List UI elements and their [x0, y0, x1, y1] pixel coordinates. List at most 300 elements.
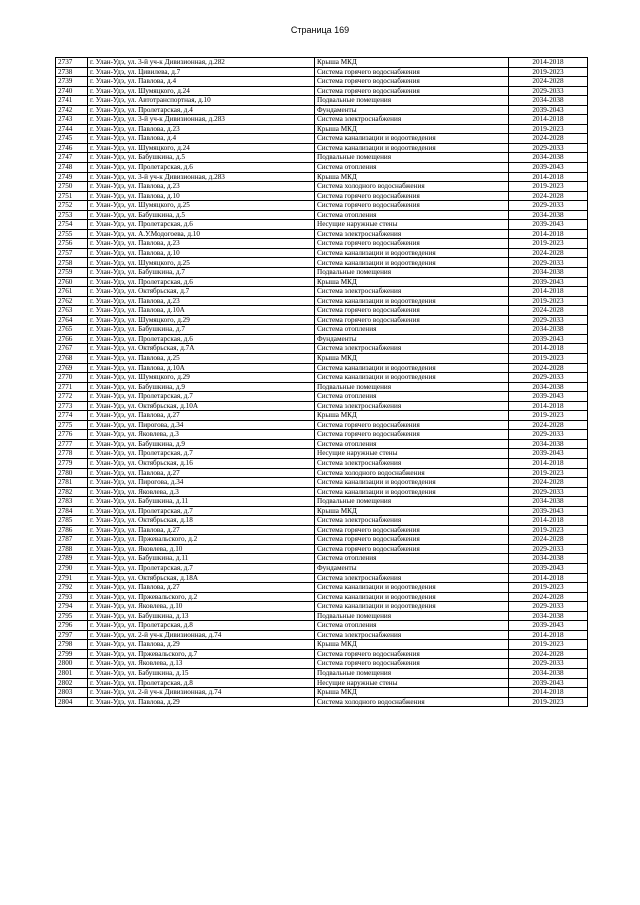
work-type-cell: Система горячего водоснабжения	[315, 420, 509, 430]
address-cell: г. Улан-Удэ, ул. Бабушкина, д.13	[88, 611, 315, 621]
work-type-cell: Система горячего водоснабжения	[315, 535, 509, 545]
work-type-cell: Система электроснабжения	[315, 115, 509, 125]
work-type-cell: Система электроснабжения	[315, 287, 509, 297]
work-type-cell: Крыша МКД	[315, 506, 509, 516]
row-number: 2769	[56, 363, 88, 373]
table-row	[56, 172, 588, 182]
period-cell: 2024-2028	[509, 77, 588, 87]
row-number: 2761	[56, 287, 88, 297]
table-row	[56, 382, 588, 392]
period-cell: 2024-2028	[509, 191, 588, 201]
row-number: 2758	[56, 258, 88, 268]
row-number: 2751	[56, 191, 88, 201]
address-cell: г. Улан-Удэ, ул. Яковлева, д.10	[88, 544, 315, 554]
work-type-cell: Подвальные помещения	[315, 382, 509, 392]
address-cell: г. Улан-Удэ, ул. Пролетарская, д.7	[88, 506, 315, 516]
work-type-cell: Система канализации и водоотведения	[315, 373, 509, 383]
period-cell: 2024-2028	[509, 592, 588, 602]
period-cell: 2019-2023	[509, 239, 588, 249]
period-cell: 2039-2043	[509, 220, 588, 230]
work-type-cell: Крыша МКД	[315, 353, 509, 363]
row-number: 2756	[56, 239, 88, 249]
row-number: 2796	[56, 621, 88, 631]
address-cell: г. Улан-Удэ, ул. 2-й уч-к Дивизионная, д.74	[88, 688, 315, 698]
period-cell: 2024-2028	[509, 420, 588, 430]
period-cell: 2024-2028	[509, 535, 588, 545]
work-type-cell: Система канализации и водоотведения	[315, 363, 509, 373]
period-cell: 2034-2038	[509, 382, 588, 392]
repair-schedule-table	[55, 57, 588, 707]
address-cell: г. Улан-Удэ, ул. Шумяцкого, д.24	[88, 143, 315, 153]
row-number: 2795	[56, 611, 88, 621]
table-row	[56, 334, 588, 344]
row-number: 2752	[56, 201, 88, 211]
address-cell: г. Улан-Удэ, ул. Павлова, д.27	[88, 468, 315, 478]
work-type-cell: Система канализации и водоотведения	[315, 258, 509, 268]
work-type-cell: Подвальные помещения	[315, 268, 509, 278]
period-cell: 2034-2038	[509, 210, 588, 220]
row-number: 2741	[56, 96, 88, 106]
row-number: 2775	[56, 420, 88, 430]
row-number: 2779	[56, 458, 88, 468]
address-cell: г. Улан-Удэ, ул. Пржевальского, д.7	[88, 649, 315, 659]
table-row	[56, 58, 588, 68]
address-cell: г. Улан-Удэ, ул. Октябрьская, д.10А	[88, 401, 315, 411]
period-cell: 2019-2023	[509, 411, 588, 421]
work-type-cell: Система канализации и водоотведения	[315, 478, 509, 488]
row-number: 2748	[56, 163, 88, 173]
period-cell: 2029-2033	[509, 201, 588, 211]
work-type-cell: Подвальные помещения	[315, 96, 509, 106]
table-row	[56, 621, 588, 631]
row-number: 2783	[56, 497, 88, 507]
work-type-cell: Система отопления	[315, 439, 509, 449]
table-row	[56, 306, 588, 316]
table-body	[56, 58, 588, 707]
row-number: 2755	[56, 229, 88, 239]
period-cell: 2034-2038	[509, 554, 588, 564]
period-cell: 2029-2033	[509, 430, 588, 440]
period-cell: 2014-2018	[509, 401, 588, 411]
period-cell: 2034-2038	[509, 439, 588, 449]
period-cell: 2039-2043	[509, 163, 588, 173]
period-cell: 2034-2038	[509, 153, 588, 163]
work-type-cell: Система холодного водоснабжения	[315, 182, 509, 192]
period-cell: 2019-2023	[509, 353, 588, 363]
table-row	[56, 153, 588, 163]
work-type-cell: Система электроснабжения	[315, 630, 509, 640]
work-type-cell: Система горячего водоснабжения	[315, 659, 509, 669]
period-cell: 2019-2023	[509, 67, 588, 77]
period-cell: 2034-2038	[509, 669, 588, 679]
table-row	[56, 573, 588, 583]
work-type-cell: Крыша МКД	[315, 277, 509, 287]
address-cell: г. Улан-Удэ, ул. Шумяцкого, д.25	[88, 201, 315, 211]
address-cell: г. Улан-Удэ, ул. Бабушкина, д.7	[88, 268, 315, 278]
row-number: 2781	[56, 478, 88, 488]
table-row	[56, 287, 588, 297]
page-title: Страница 169	[290, 25, 350, 35]
address-cell: г. Улан-Удэ, ул. Павлова, д.23	[88, 124, 315, 134]
period-cell: 2014-2018	[509, 58, 588, 68]
table-row	[56, 191, 588, 201]
work-type-cell: Крыша МКД	[315, 688, 509, 698]
period-cell: 2019-2023	[509, 640, 588, 650]
row-number: 2746	[56, 143, 88, 153]
period-cell: 2024-2028	[509, 306, 588, 316]
table-row	[56, 258, 588, 268]
period-cell: 2029-2033	[509, 86, 588, 96]
row-number: 2776	[56, 430, 88, 440]
row-number: 2764	[56, 315, 88, 325]
table-row	[56, 67, 588, 77]
row-number: 2793	[56, 592, 88, 602]
table-row	[56, 554, 588, 564]
table-row	[56, 77, 588, 87]
work-type-cell: Крыша МКД	[315, 172, 509, 182]
table-row	[56, 525, 588, 535]
table-row	[56, 602, 588, 612]
period-cell: 2034-2038	[509, 497, 588, 507]
period-cell: 2019-2023	[509, 182, 588, 192]
table-row	[56, 105, 588, 115]
address-cell: г. Улан-Удэ, ул. Павлова, д.29	[88, 640, 315, 650]
address-cell: г. Улан-Удэ, ул. Яковлева, д.3	[88, 487, 315, 497]
address-cell: г. Улан-Удэ, ул. Бабушкина, д.9	[88, 439, 315, 449]
address-cell: г. Улан-Удэ, ул. Пирогова, д.34	[88, 420, 315, 430]
row-number: 2777	[56, 439, 88, 449]
period-cell: 2039-2043	[509, 105, 588, 115]
address-cell: г. Улан-Удэ, ул. 3-й уч-к Дивизионная, д.282	[88, 58, 315, 68]
table-row	[56, 392, 588, 402]
row-number: 2803	[56, 688, 88, 698]
table-row	[56, 220, 588, 230]
period-cell: 2014-2018	[509, 630, 588, 640]
address-cell: г. Улан-Удэ, ул. Шумяцкого, д.29	[88, 373, 315, 383]
work-type-cell: Крыша МКД	[315, 58, 509, 68]
row-number: 2762	[56, 296, 88, 306]
row-number: 2784	[56, 506, 88, 516]
work-type-cell: Подвальные помещения	[315, 669, 509, 679]
row-number: 2737	[56, 58, 88, 68]
address-cell: г. Улан-Удэ, ул. Пролетарская, д.8	[88, 678, 315, 688]
table-row	[56, 268, 588, 278]
row-number: 2739	[56, 77, 88, 87]
period-cell: 2034-2038	[509, 611, 588, 621]
address-cell: г. Улан-Удэ, ул. Павлова, д.4	[88, 134, 315, 144]
work-type-cell: Система горячего водоснабжения	[315, 239, 509, 249]
address-cell: г. Улан-Удэ, ул. Цивилева, д.7	[88, 67, 315, 77]
period-cell: 2029-2033	[509, 659, 588, 669]
period-cell: 2029-2033	[509, 602, 588, 612]
row-number: 2801	[56, 669, 88, 679]
work-type-cell: Система электроснабжения	[315, 516, 509, 526]
table-row	[56, 373, 588, 383]
table-row	[56, 210, 588, 220]
work-type-cell: Система канализации и водоотведения	[315, 248, 509, 258]
work-type-cell: Система электроснабжения	[315, 573, 509, 583]
address-cell: г. Улан-Удэ, ул. Пролетарская, д.7	[88, 392, 315, 402]
table-row	[56, 134, 588, 144]
period-cell: 2029-2033	[509, 544, 588, 554]
work-type-cell: Система горячего водоснабжения	[315, 430, 509, 440]
address-cell: г. Улан-Удэ, ул. Пролетарская, д.6	[88, 220, 315, 230]
row-number: 2786	[56, 525, 88, 535]
work-type-cell: Несущие наружные стены	[315, 678, 509, 688]
work-type-cell: Система электроснабжения	[315, 401, 509, 411]
table-row	[56, 115, 588, 125]
table-row	[56, 325, 588, 335]
work-type-cell: Несущие наружные стены	[315, 449, 509, 459]
row-number: 2763	[56, 306, 88, 316]
work-type-cell: Система канализации и водоотведения	[315, 143, 509, 153]
row-number: 2757	[56, 248, 88, 258]
row-number: 2743	[56, 115, 88, 125]
period-cell: 2014-2018	[509, 172, 588, 182]
period-cell: 2014-2018	[509, 115, 588, 125]
period-cell: 2014-2018	[509, 229, 588, 239]
table-row	[56, 659, 588, 669]
table-row	[56, 277, 588, 287]
period-cell: 2024-2028	[509, 649, 588, 659]
work-type-cell: Система горячего водоснабжения	[315, 525, 509, 535]
row-number: 2747	[56, 153, 88, 163]
address-cell: г. Улан-Удэ, ул. Бабушкина, д.15	[88, 669, 315, 679]
period-cell: 2039-2043	[509, 621, 588, 631]
address-cell: г. Улан-Удэ, ул. Шумяцкого, д.25	[88, 258, 315, 268]
row-number: 2789	[56, 554, 88, 564]
row-number: 2770	[56, 373, 88, 383]
row-number: 2766	[56, 334, 88, 344]
table-row	[56, 229, 588, 239]
work-type-cell: Система электроснабжения	[315, 344, 509, 354]
address-cell: г. Улан-Удэ, ул. А.У.Модогоева, д.10	[88, 229, 315, 239]
work-type-cell: Система канализации и водоотведения	[315, 487, 509, 497]
period-cell: 2024-2028	[509, 478, 588, 488]
row-number: 2797	[56, 630, 88, 640]
table-row	[56, 430, 588, 440]
row-number: 2788	[56, 544, 88, 554]
period-cell: 2029-2033	[509, 258, 588, 268]
table-row	[56, 516, 588, 526]
address-cell: г. Улан-Удэ, ул. Пржевальского, д.2	[88, 535, 315, 545]
table-row	[56, 449, 588, 459]
row-number: 2771	[56, 382, 88, 392]
address-cell: г. Улан-Удэ, ул. Павлова, д.10А	[88, 306, 315, 316]
row-number: 2800	[56, 659, 88, 669]
work-type-cell: Система канализации и водоотведения	[315, 592, 509, 602]
work-type-cell: Система горячего водоснабжения	[315, 544, 509, 554]
period-cell: 2034-2038	[509, 96, 588, 106]
period-cell: 2019-2023	[509, 296, 588, 306]
work-type-cell: Система отопления	[315, 621, 509, 631]
address-cell: г. Улан-Удэ, ул. Бабушкина, д.9	[88, 382, 315, 392]
table-row	[56, 487, 588, 497]
table-row	[56, 649, 588, 659]
period-cell: 2014-2018	[509, 573, 588, 583]
address-cell: г. Улан-Удэ, ул. Бабушкина, д.11	[88, 497, 315, 507]
period-cell: 2039-2043	[509, 392, 588, 402]
work-type-cell: Система горячего водоснабжения	[315, 201, 509, 211]
row-number: 2792	[56, 583, 88, 593]
address-cell: г. Улан-Удэ, ул. Павлова, д.27	[88, 525, 315, 535]
period-cell: 2014-2018	[509, 287, 588, 297]
period-cell: 2039-2043	[509, 277, 588, 287]
work-type-cell: Крыша МКД	[315, 124, 509, 134]
address-cell: г. Улан-Удэ, ул. Павлова, д.23	[88, 239, 315, 249]
work-type-cell: Система горячего водоснабжения	[315, 315, 509, 325]
table-row	[56, 344, 588, 354]
row-number: 2759	[56, 268, 88, 278]
address-cell: г. Улан-Удэ, ул. Бабушкина, д.7	[88, 325, 315, 335]
work-type-cell: Система канализации и водоотведения	[315, 583, 509, 593]
row-number: 2782	[56, 487, 88, 497]
period-cell: 2019-2023	[509, 583, 588, 593]
address-cell: г. Улан-Удэ, ул. Павлова, д.27	[88, 583, 315, 593]
work-type-cell: Система горячего водоснабжения	[315, 77, 509, 87]
address-cell: г. Улан-Удэ, ул. Яковлева, д.3	[88, 430, 315, 440]
period-cell: 2039-2043	[509, 334, 588, 344]
address-cell: г. Улан-Удэ, ул. Пролетарская, д.4	[88, 105, 315, 115]
address-cell: г. Улан-Удэ, ул. Пржевальского, д.2	[88, 592, 315, 602]
table-row	[56, 124, 588, 134]
period-cell: 2029-2033	[509, 373, 588, 383]
work-type-cell: Система горячего водоснабжения	[315, 67, 509, 77]
work-type-cell: Система электроснабжения	[315, 229, 509, 239]
address-cell: г. Улан-Удэ, ул. Яковлева, д.13	[88, 659, 315, 669]
address-cell: г. Улан-Удэ, ул. Октябрьская, д.7А	[88, 344, 315, 354]
row-number: 2760	[56, 277, 88, 287]
address-cell: г. Улан-Удэ, ул. Бабушкина, д.5	[88, 153, 315, 163]
address-cell: г. Улан-Удэ, ул. Октябрьская, д.16	[88, 458, 315, 468]
address-cell: г. Улан-Удэ, ул. Шумяцкого, д.24	[88, 86, 315, 96]
period-cell: 2014-2018	[509, 344, 588, 354]
table-row	[56, 248, 588, 258]
row-number: 2785	[56, 516, 88, 526]
table-row	[56, 96, 588, 106]
row-number: 2778	[56, 449, 88, 459]
row-number: 2780	[56, 468, 88, 478]
row-number: 2798	[56, 640, 88, 650]
work-type-cell: Фундаменты	[315, 105, 509, 115]
table-row	[56, 611, 588, 621]
period-cell: 2014-2018	[509, 516, 588, 526]
period-cell: 2024-2028	[509, 134, 588, 144]
period-cell: 2024-2028	[509, 248, 588, 258]
period-cell: 2039-2043	[509, 506, 588, 516]
table-row	[56, 439, 588, 449]
row-number: 2753	[56, 210, 88, 220]
address-cell: г. Улан-Удэ, ул. Бабушкина, д.11	[88, 554, 315, 564]
row-number: 2754	[56, 220, 88, 230]
work-type-cell: Подвальные помещения	[315, 497, 509, 507]
address-cell: г. Улан-Удэ, ул. Октябрьская, д.18	[88, 516, 315, 526]
table-row	[56, 239, 588, 249]
row-number: 2772	[56, 392, 88, 402]
address-cell: г. Улан-Удэ, ул. Павлова, д.23	[88, 182, 315, 192]
work-type-cell: Система канализации и водоотведения	[315, 134, 509, 144]
address-cell: г. Улан-Удэ, ул. Пролетарская, д.8	[88, 621, 315, 631]
table-row	[56, 544, 588, 554]
table-row	[56, 563, 588, 573]
row-number: 2742	[56, 105, 88, 115]
period-cell: 2019-2023	[509, 468, 588, 478]
address-cell: г. Улан-Удэ, ул. Пирогова, д.34	[88, 478, 315, 488]
address-cell: г. Улан-Удэ, ул. Павлова, д.4	[88, 77, 315, 87]
address-cell: г. Улан-Удэ, ул. 2-й уч-к Дивизионная, д.74	[88, 630, 315, 640]
work-type-cell: Несущие наружные стены	[315, 220, 509, 230]
work-type-cell: Фундаменты	[315, 334, 509, 344]
work-type-cell: Система отопления	[315, 163, 509, 173]
period-cell: 2029-2033	[509, 143, 588, 153]
period-cell: 2034-2038	[509, 325, 588, 335]
address-cell: г. Улан-Удэ, ул. Пролетарская, д.6	[88, 277, 315, 287]
address-cell: г. Улан-Удэ, ул. Бабушкина, д.5	[88, 210, 315, 220]
address-cell: г. Улан-Удэ, ул. Шумяцкого, д.29	[88, 315, 315, 325]
work-type-cell: Подвальные помещения	[315, 153, 509, 163]
row-number: 2738	[56, 67, 88, 77]
work-type-cell: Система холодного водоснабжения	[315, 697, 509, 707]
row-number: 2765	[56, 325, 88, 335]
address-cell: г. Улан-Удэ, ул. Октябрьская, д.18А	[88, 573, 315, 583]
row-number: 2791	[56, 573, 88, 583]
work-type-cell: Система отопления	[315, 325, 509, 335]
work-type-cell: Система горячего водоснабжения	[315, 191, 509, 201]
row-number: 2767	[56, 344, 88, 354]
work-type-cell: Система горячего водоснабжения	[315, 86, 509, 96]
work-type-cell: Фундаменты	[315, 563, 509, 573]
address-cell: г. Улан-Удэ, ул. 3-й уч-к Дивизионная, д.283	[88, 115, 315, 125]
period-cell: 2019-2023	[509, 124, 588, 134]
period-cell: 2014-2018	[509, 458, 588, 468]
table-row	[56, 697, 588, 707]
table-row	[56, 86, 588, 96]
work-type-cell: Крыша МКД	[315, 411, 509, 421]
row-number: 2749	[56, 172, 88, 182]
table-row	[56, 688, 588, 698]
table-row	[56, 401, 588, 411]
address-cell: г. Улан-Удэ, ул. Октябрьская, д.7	[88, 287, 315, 297]
address-cell: г. Улан-Удэ, ул. Павлова, д.25	[88, 353, 315, 363]
row-number: 2804	[56, 697, 88, 707]
table-row	[56, 497, 588, 507]
period-cell: 2029-2033	[509, 315, 588, 325]
period-cell: 2019-2023	[509, 697, 588, 707]
work-type-cell: Система электроснабжения	[315, 458, 509, 468]
address-cell: г. Улан-Удэ, ул. Павлова, д.27	[88, 411, 315, 421]
table-row	[56, 296, 588, 306]
address-cell: г. Улан-Удэ, ул. Яковлева, д.10	[88, 602, 315, 612]
address-cell: г. Улан-Удэ, ул. Павлова, д.23	[88, 296, 315, 306]
address-cell: г. Улан-Удэ, ул. Павлова, д.29	[88, 697, 315, 707]
table-row	[56, 458, 588, 468]
table-row	[56, 143, 588, 153]
row-number: 2768	[56, 353, 88, 363]
row-number: 2799	[56, 649, 88, 659]
table-row	[56, 535, 588, 545]
address-cell: г. Улан-Удэ, ул. Павлова, д.10А	[88, 363, 315, 373]
address-cell: г. Улан-Удэ, ул. Павлова, д.10	[88, 191, 315, 201]
work-type-cell: Система отопления	[315, 210, 509, 220]
address-cell: г. Улан-Удэ, ул. Пролетарская, д.7	[88, 563, 315, 573]
work-type-cell: Система отопления	[315, 392, 509, 402]
table-row	[56, 669, 588, 679]
table-row	[56, 315, 588, 325]
row-number: 2794	[56, 602, 88, 612]
work-type-cell: Система горячего водоснабжения	[315, 306, 509, 316]
table-row	[56, 411, 588, 421]
work-type-cell: Система канализации и водоотведения	[315, 602, 509, 612]
